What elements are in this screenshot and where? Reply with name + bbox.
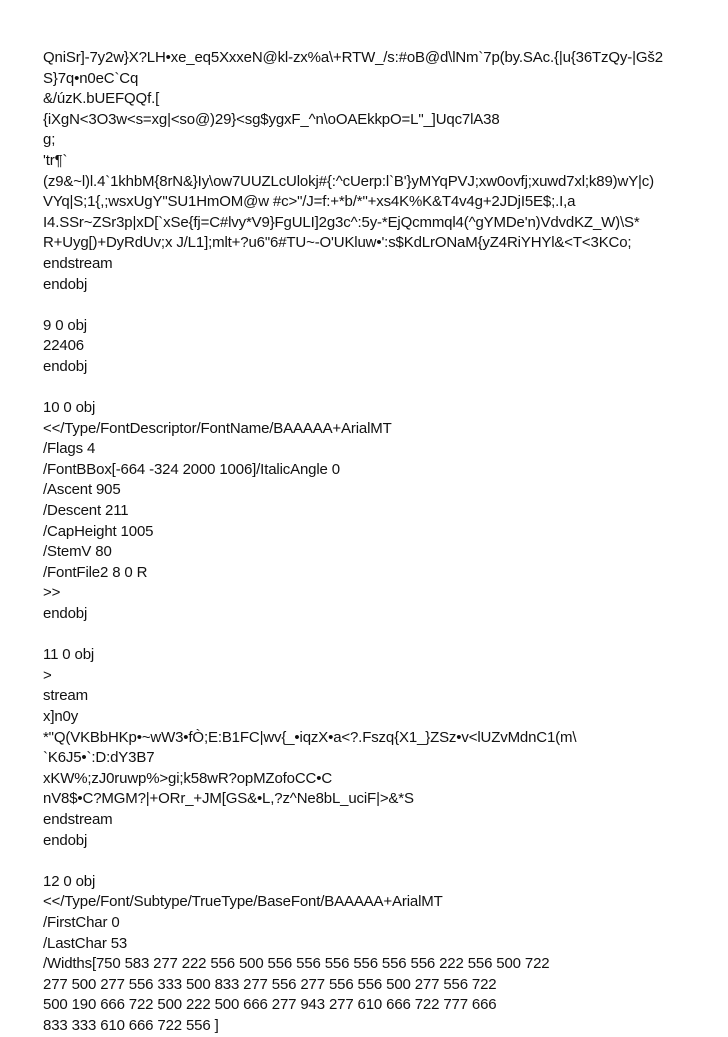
blank-line bbox=[43, 295, 703, 316]
blank-line bbox=[43, 625, 703, 646]
text-line: x]n0y bbox=[43, 708, 79, 725]
text-line: >> bbox=[43, 584, 61, 602]
text-line: /Widths[750 583 277 222 556 500 556 556 556 556 556 556 222 556 500 722 bbox=[43, 955, 550, 973]
text-line: > bbox=[43, 666, 52, 684]
text-line: QniSr]-7y2w}X?LH•xe_eq5XxxeN@kl-zx%a\+RTW_/s:#oB@d\lNm`7p(by.SAc.{|u{36TzQy-|Gš2 bbox=[43, 49, 663, 66]
text-line: /LastChar 53 bbox=[43, 934, 128, 952]
text-line: S}7q•n0eC`Cq bbox=[43, 69, 139, 87]
text-line: `K6J5•`:D:dY3B7 bbox=[43, 749, 155, 767]
text-line: /Flags 4 bbox=[43, 440, 96, 458]
text-line: xKW%;zJ0ruwp%>gi;k58wR?opMZofoCC•C bbox=[43, 769, 332, 787]
text-line: 22406 bbox=[43, 337, 84, 355]
text-line: /Descent 211 bbox=[43, 502, 129, 520]
blank-line bbox=[43, 378, 703, 399]
text-line: /StemV 80 bbox=[43, 543, 112, 561]
text-line: endobj bbox=[43, 605, 88, 623]
text-line: I4.SSr~ZSr3p|xD[`xSe{fj=C#lvy*V9}FgULI]2g3c^:5y-*EjQcmmql4(^gYMDe'n)VdvdKZ_W)\S* bbox=[43, 213, 640, 231]
text-line: 10 0 obj bbox=[43, 399, 96, 417]
text-line: 277 500 277 556 333 500 833 277 556 277 556 556 500 277 556 722 bbox=[43, 975, 497, 993]
pdf-source-text bbox=[43, 48, 703, 1037]
text-line: /Ascent 905 bbox=[43, 481, 121, 499]
text-line: 12 0 obj bbox=[43, 872, 96, 890]
text-line: /FontFile2 8 0 R bbox=[43, 563, 148, 581]
text-line: {iXgN<3O3w<s=xg|<so@)29}<sg$ygxF_^n\oOAEkkpO=L"_]Uqc7lA38 bbox=[43, 110, 500, 128]
text-line: /FontBBox[-664 -324 2000 1006]/ItalicAngle 0 bbox=[43, 460, 340, 478]
text-line: 11 0 obj bbox=[43, 646, 95, 664]
text-line: (z9&~l)l.4`1khbM{8rN&}Iy\ow7UUZLcUlokj#{:^cUerp:l`B'}yMYqPVJ;xw0ovfj;xuwd7xl;k89)wY|c) bbox=[43, 172, 654, 190]
text-line: endstream bbox=[43, 254, 113, 272]
text-line: endobj bbox=[43, 831, 88, 849]
text-line: /CapHeight 1005 bbox=[43, 522, 154, 540]
text-line: <</Type/Font/Subtype/TrueType/BaseFont/BAAAAA+ArialMT bbox=[43, 893, 443, 911]
text-line: <</Type/FontDescriptor/FontName/BAAAAA+ArialMT bbox=[43, 419, 392, 437]
text-line: endstream bbox=[43, 810, 113, 828]
text-line: VYq|S;1{,;wsxUgY"SU1HmOM@w #c>"/J=f:+*b/*"+xs4K%K&T4v4g+2JDjI5E$;.I,a bbox=[43, 193, 576, 211]
text-line: endobj bbox=[43, 357, 88, 375]
text-line: R+Uyg[)+DyRdUv;x J/L1];mlt+?u6"6#TU~-O'UKluw•':s$KdLrONaM{yZ4RiYHYl&<T<3KCo; bbox=[43, 234, 632, 252]
text-line: 833 333 610 666 722 556 ] bbox=[43, 1016, 219, 1034]
text-line: 'tr¶` bbox=[43, 151, 68, 169]
text-line: endobj bbox=[43, 275, 88, 293]
text-line: /FirstChar 0 bbox=[43, 913, 120, 931]
text-line: *"Q(VKBbHKp•~wW3•fÒ;E:B1FC|wv{_•iqzX•a<?.Fszq{X1_}ZSz•v<lUZvMdnC1(m\ bbox=[43, 728, 577, 746]
text-line: 500 190 666 722 500 222 500 666 277 943 277 610 666 722 777 666 bbox=[43, 996, 497, 1014]
text-line: g; bbox=[43, 131, 56, 149]
text-line: 9 0 obj bbox=[43, 316, 87, 334]
blank-line bbox=[43, 851, 703, 872]
text-line: stream bbox=[43, 687, 88, 705]
text-line: nV8$•C?MGM?|+ORr_+JM[GS&•L,?z^Ne8bL_uciF|>&*S bbox=[43, 790, 414, 808]
text-line: &/úzK.bUEFQQf.[ bbox=[43, 90, 160, 108]
